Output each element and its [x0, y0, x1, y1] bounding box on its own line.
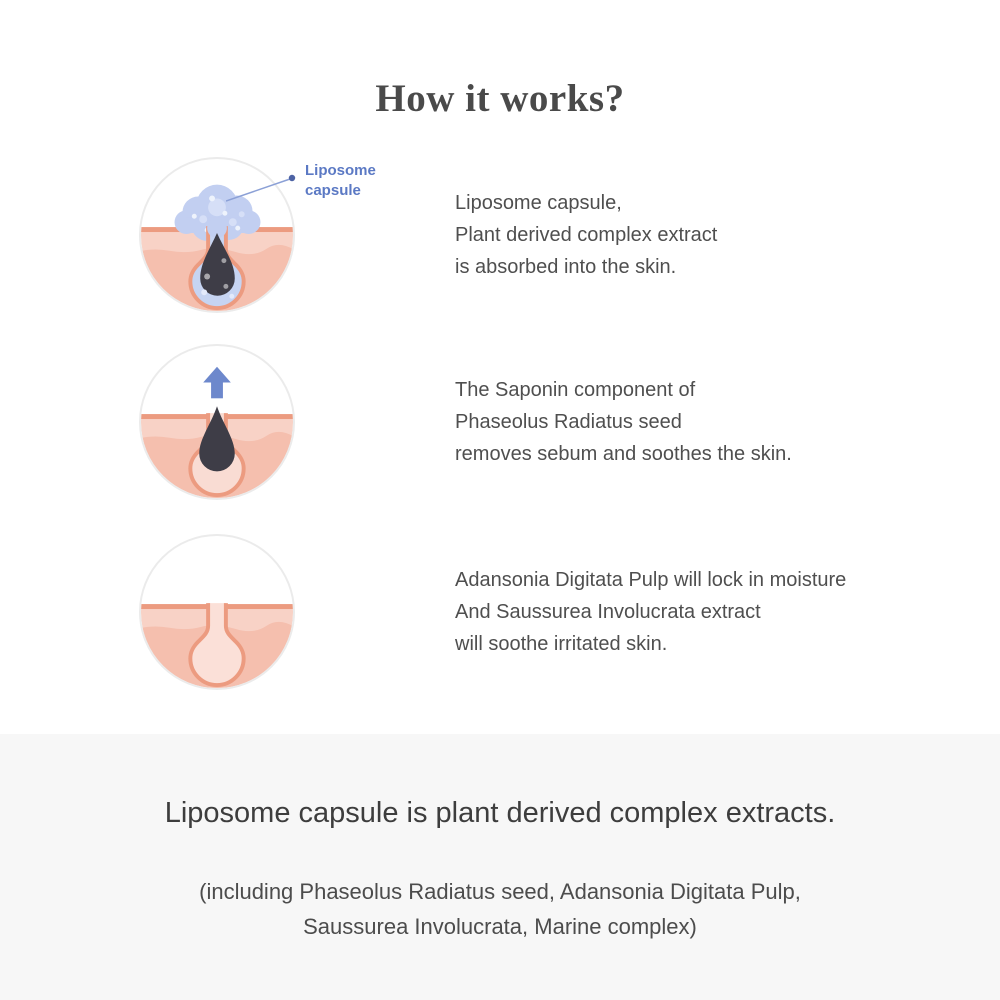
step-2-illustration-wrap	[138, 343, 296, 501]
summary-headline: Liposome capsule is plant derived complex extracts.	[164, 797, 836, 829]
summary-ingredients	[0, 874, 1000, 944]
leader-line	[226, 172, 300, 204]
step-row-1	[138, 156, 1000, 314]
step-3-description	[455, 564, 846, 660]
clean-pore-illustration	[138, 533, 296, 691]
step-3-line-3: will soothe irritated skin.	[455, 633, 668, 655]
step-3-illustration-wrap	[138, 533, 296, 691]
summary-ingredients-line-2: Saussurea Involucrata, Marine complex)	[303, 914, 697, 939]
step-1-line-2: Plant derived complex extract	[455, 224, 718, 246]
step-row-2	[138, 343, 1000, 501]
step-2-line-1: The Saponin component of	[455, 379, 696, 401]
step-2-line-2: Phaseolus Radiatus seed	[455, 411, 682, 433]
step-row-3	[138, 533, 1000, 691]
summary-ingredients-line-1: (including Phaseolus Radiatus seed, Adansonia Digitata Pulp,	[199, 879, 801, 904]
liposome-capsule-label: Liposome capsule	[305, 162, 376, 199]
step-2-line-3: removes sebum and soothes the skin.	[455, 443, 792, 465]
step-3-line-1: Adansonia Digitata Pulp will lock in moisture	[455, 569, 847, 591]
page-title: How it works?	[375, 77, 625, 120]
step-3-line-2: And Saussurea Involucrata extract	[455, 601, 761, 623]
step-1-illustration-wrap	[138, 156, 376, 314]
step-1-line-1: Liposome capsule,	[455, 192, 622, 214]
step-2-description	[455, 374, 792, 470]
sebum-removal-illustration	[138, 343, 296, 501]
summary-banner	[0, 734, 1000, 1000]
how-it-works-steps	[0, 156, 1000, 691]
step-1-description	[455, 187, 717, 283]
step-1-line-3: is absorbed into the skin.	[455, 256, 677, 278]
